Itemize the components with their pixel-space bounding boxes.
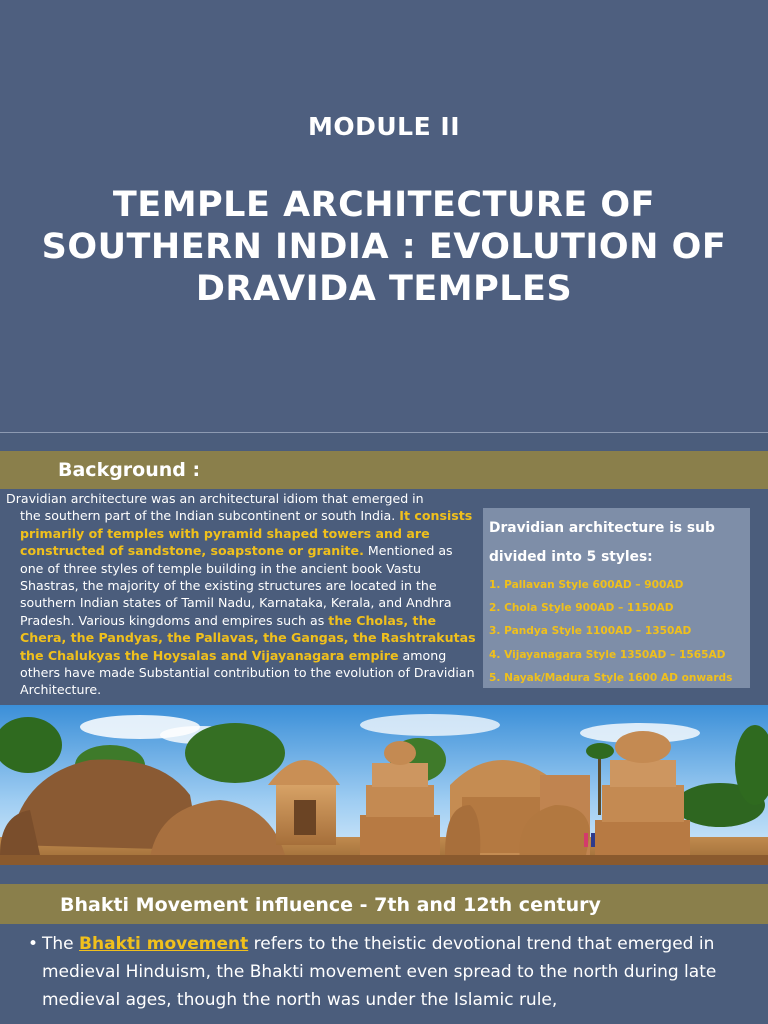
styles-box-heading: Dravidian architecture is sub divided into 5 styles:	[489, 520, 715, 565]
bhakti-heading: Bhakti Movement influence - 7th and 12th century	[60, 894, 601, 916]
temple-photo-illustration	[0, 705, 768, 865]
background-heading-bar	[0, 451, 768, 489]
styles-list	[489, 574, 749, 690]
paragraph-highlight-2: the Cholas, the Chera, the Pandyas, the Pallavas, the Gangas, the Rashtrakutas the Chalukyas the Hoysalas and Vijayanagara empire	[20, 612, 476, 663]
style-item-vijayanagara: 4. Vijayanagara Style 1350AD – 1565AD	[489, 648, 726, 661]
paragraph-first-line: Dravidian architecture was an architectural idiom that emerged in	[6, 491, 424, 506]
bhakti-movement-link[interactable]: Bhakti movement	[79, 934, 249, 954]
background-paragraph	[6, 490, 480, 699]
paragraph-highlight-1: It consists primarily of temples with pyramid shaped towers and are constructed of sandstone, soapstone or granite.	[20, 508, 473, 559]
paragraph-text-2: Mentioned as one of three styles of temple building in the ancient book Vastu Shastras, the majority of the existing structures are located in the southern Indian states of Tamil Nadu, Karnataka, Kerala, and Andhra Pradesh. Various kingdoms and empires such as	[20, 543, 453, 628]
style-item-pandya: 3. Pandya Style 1100AD – 1350AD	[489, 625, 692, 638]
paragraph-text-1: the southern part of the Indian subcontinent or south India.	[20, 508, 400, 524]
bhakti-text-intro: The	[42, 934, 80, 954]
temple-photo	[0, 705, 768, 865]
styles-box	[483, 508, 750, 688]
bhakti-paragraph	[28, 930, 748, 1014]
style-item-chola: 2. Chola Style 900AD – 1150AD	[489, 602, 674, 615]
paragraph-text-3: among others have made Substantial contribution to the evolution of Dravidian Architecture.	[20, 647, 475, 698]
style-item-pallavan: 1. Pallavan Style 600AD – 900AD	[489, 579, 684, 591]
background-heading: Background :	[58, 459, 201, 481]
bhakti-heading-bar	[0, 884, 768, 924]
bhakti-text-rest: refers to the theistic devotional trend that emerged in medieval Hinduism, the Bhakti movement even spread to the north during late medieval ages, though the north was under the Islamic rule,	[42, 934, 717, 1010]
paragraph-body	[6, 507, 480, 698]
title-slide	[0, 0, 768, 432]
slide-title: TEMPLE ARCHITECTURE OF SOUTHERN INDIA : EVOLUTION OF DRAVIDA TEMPLES	[41, 185, 727, 309]
bhakti-text	[28, 930, 748, 1014]
slide-divider	[0, 432, 768, 433]
module-label: MODULE II	[308, 112, 460, 141]
style-item-nayak: 5. Nayak/Madura Style 1600 AD onwards	[489, 671, 733, 684]
bullet-icon: •	[28, 934, 39, 954]
